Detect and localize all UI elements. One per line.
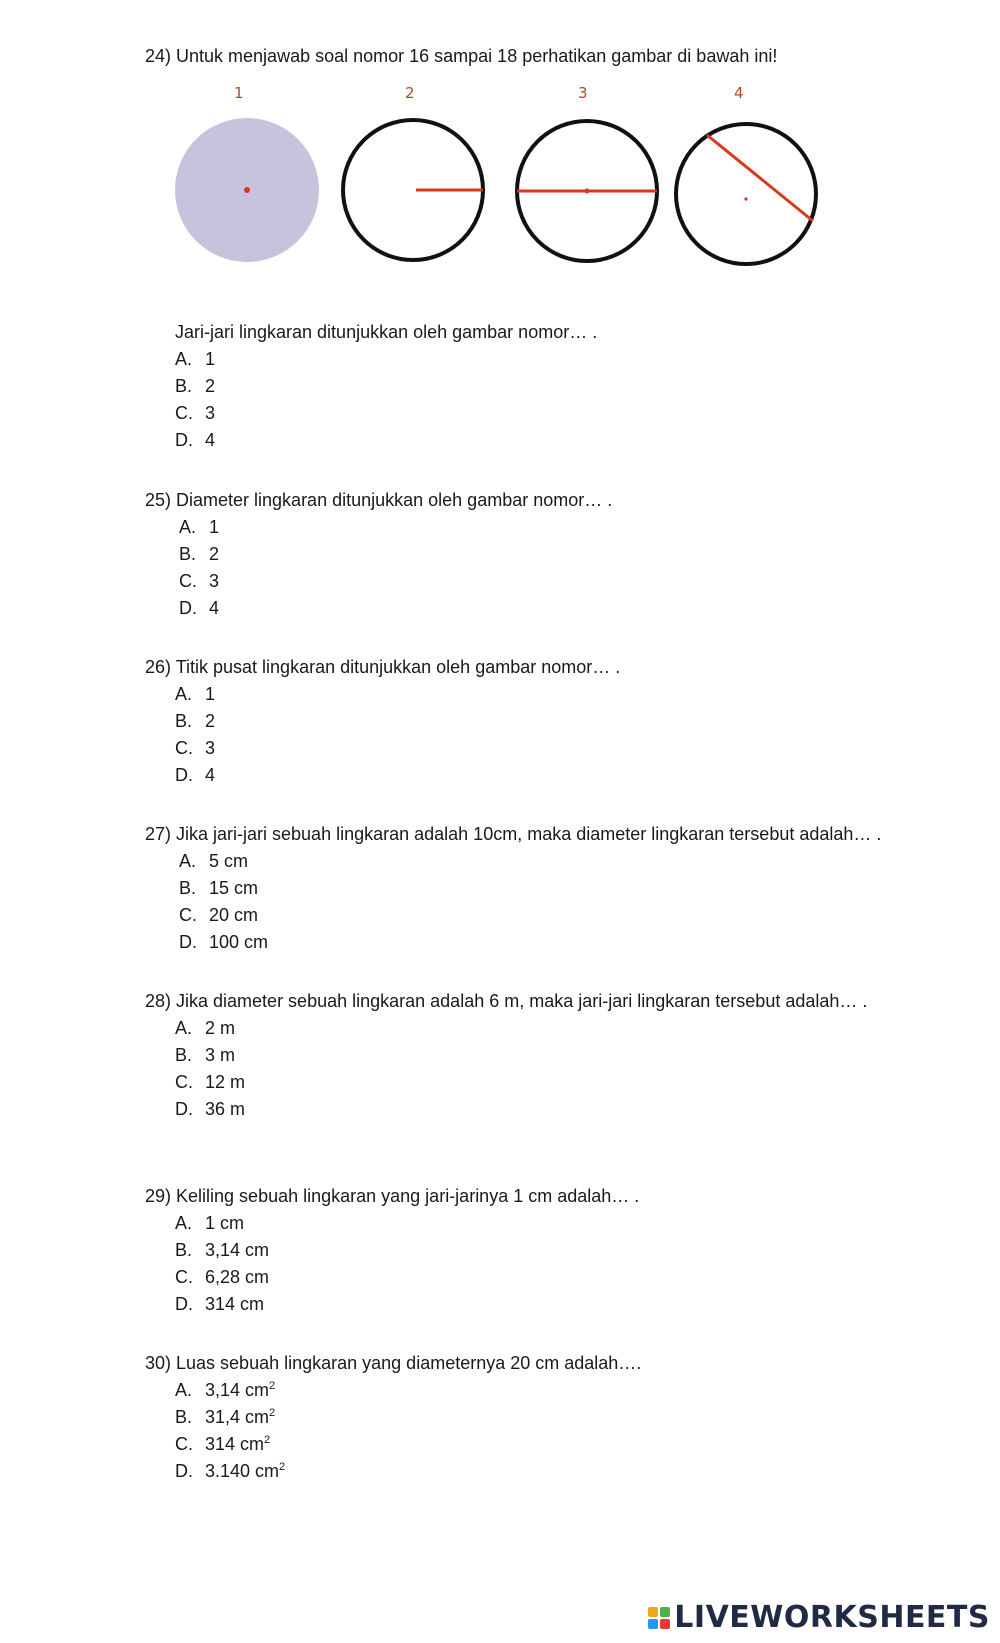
circle-3-center-dot [585,189,590,194]
q30-option-c[interactable]: C. 314 $cm^2$ [175,1434,271,1454]
q25-option-a[interactable]: A. 1 [179,517,220,537]
q25-option-c[interactable]: C. 3 [179,571,220,591]
circle-4-center-dot [744,197,747,200]
q26-option-d[interactable]: D. 4 [175,765,216,785]
q27-option-a[interactable]: A. 5 cm [179,851,249,871]
q29-option-a[interactable]: A. 1 cm [175,1213,245,1233]
q30-option-a[interactable]: A. 3,14 $cm^2$ [175,1380,276,1400]
figure-label-1: 1 [234,84,244,102]
q27-option-b[interactable]: B. 15 cm [179,878,259,898]
q28-option-d[interactable]: D. 36 m [175,1099,246,1119]
q24-option-d[interactable]: D. 4 [175,430,216,450]
q30-title: 30) Luas sebuah lingkaran yang diameternya 20 cm adalah…. [145,1353,642,1373]
figure-label-3: 3 [578,84,588,102]
q28-option-b[interactable]: B. 3 m [175,1045,236,1065]
q24-option-b[interactable]: B. 2 [175,376,216,396]
circle-1-center-dot [244,187,250,193]
q27-option-c[interactable]: C. 20 cm [179,905,259,925]
q24-title: 24) Untuk menjawab soal nomor 16 sampai 18 perhatikan gambar di bawah ini! [145,46,778,66]
q29-option-d[interactable]: D. 314 cm [175,1294,265,1314]
q24-question: Jari-jari lingkaran ditunjukkan oleh gambar nomor… . [175,322,598,342]
q25-option-d[interactable]: D. 4 [179,598,220,618]
q28-title: 28) Jika diameter sebuah lingkaran adalah 6 m, maka jari-jari lingkaran tersebut adalah… . [145,991,868,1011]
q30-option-b[interactable]: B. 31,4 $cm^2$ [175,1407,276,1427]
q26-option-b[interactable]: B. 2 [175,711,216,731]
q26-option-c[interactable]: C. 3 [175,738,216,758]
figure-label-2: 2 [405,84,415,102]
q24-option-a[interactable]: A. 1 [175,349,216,369]
q27-option-d[interactable]: D. 100 cm [179,932,269,952]
liveworksheets-logo-icon [648,1607,670,1629]
q29-title: 29) Keliling sebuah lingkaran yang jari-jarinya 1 cm adalah… . [145,1186,640,1206]
q25-title: 25) Diameter lingkaran ditunjukkan oleh gambar nomor… . [145,490,613,510]
q24-option-c[interactable]: C. 3 [175,403,216,423]
q29-option-c[interactable]: C. 6,28 cm [175,1267,270,1287]
circles-figure [170,78,850,293]
q29-option-b[interactable]: B. 3,14 cm [175,1240,270,1260]
q30-option-d[interactable]: D. 3.140 $cm^2$ [175,1461,286,1481]
liveworksheets-logo-text: LIVEWORKSHEETS [674,1600,990,1635]
q25-option-b[interactable]: B. 2 [179,544,220,564]
q28-option-a[interactable]: A. 2 m [175,1018,236,1038]
q28-option-c[interactable]: C. 12 m [175,1072,246,1092]
q27-title: 27) Jika jari-jari sebuah lingkaran adalah 10cm, maka diameter lingkaran tersebut adalah… . [145,824,882,844]
liveworksheets-logo [648,1600,990,1635]
q26-title: 26) Titik pusat lingkaran ditunjukkan oleh gambar nomor… . [145,657,621,677]
figure-label-4: 4 [734,84,744,102]
circle-4-outline [676,124,816,264]
q26-option-a[interactable]: A. 1 [175,684,216,704]
